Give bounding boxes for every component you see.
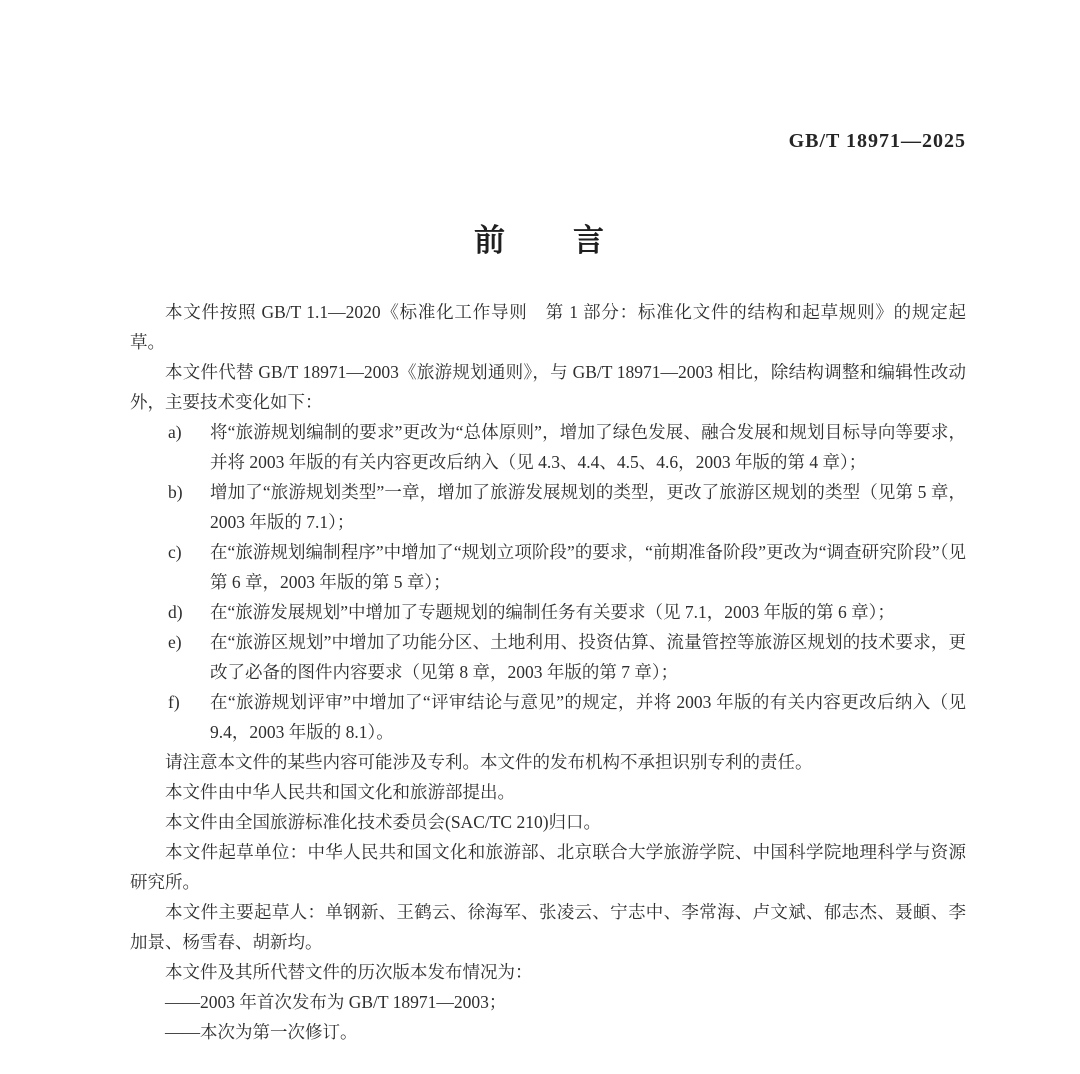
foreword-title: 前 言	[474, 223, 606, 258]
change-item-e	[168, 627, 966, 687]
intro-paragraph: 本文件按照 GB/T 1.1—2020《标准化工作导则 第 1 部分：标准化文件的结构和起草规则》的规定起草。	[130, 302, 966, 352]
standard-number: GB/T 18971—2025	[788, 130, 966, 152]
drafters-list: 本文件主要起草人：单钢新、王鹤云、徐海军、张凌云、宁志中、李常海、卢文斌、郁志杰、聂頔、李加景、杨雪春、胡新均。	[130, 902, 966, 952]
change-item-label: f)	[168, 692, 180, 712]
change-item-text: 增加了“旅游规划类型”一章，增加了旅游发展规划的类型，更改了旅游区规划的类型（见第 5 章，2003 年版的 7.1）；	[210, 482, 966, 532]
change-item-c	[168, 537, 966, 597]
change-item-text: 在“旅游区规划”中增加了功能分区、土地利用、投资估算、流量管控等旅游区规划的技术要求，更改了必备的图件内容要求（见第 8 章，2003 年版的第 7 章）；	[210, 632, 966, 682]
proposer-statement: 本文件由中华人民共和国文化和旅游部提出。	[165, 782, 515, 802]
change-item-text: 在“旅游规划评审”中增加了“评审结论与意见”的规定，并将 2003 年版的有关内容更改后纳入（见 9.4，2003 年版的 8.1）。	[210, 692, 966, 742]
change-item-label: b)	[168, 482, 183, 502]
patent-notice: 请注意本文件的某些内容可能涉及专利。本文件的发布机构不承担识别专利的责任。	[165, 752, 813, 772]
change-item-d	[168, 597, 966, 627]
change-item-label: d)	[168, 602, 183, 622]
change-item-label: a)	[168, 422, 182, 442]
change-item-f	[168, 687, 966, 747]
change-item-text: 在“旅游规划编制程序”中增加了“规划立项阶段”的要求，“前期准备阶段”更改为“调查研究阶段”（见第 6 章，2003 年版的第 5 章）；	[210, 542, 966, 592]
version-history-entry: ——2003 年首次发布为 GB/T 18971—2003；	[165, 992, 507, 1012]
change-item-label: c)	[168, 542, 182, 562]
committee-statement: 本文件由全国旅游标准化技术委员会(SAC/TC 210)归口。	[165, 812, 602, 832]
change-item-text: 在“旅游发展规划”中增加了专题规划的编制任务有关要求（见 7.1，2003 年版的第 6 章）；	[210, 602, 895, 622]
version-history-entry: ——本次为第一次修订。	[165, 1022, 358, 1042]
intro-paragraph: 本文件代替 GB/T 18971—2003《旅游规划通则》，与 GB/T 18971—2003 相比，除结构调整和编辑性改动外，主要技术变化如下：	[130, 362, 966, 412]
change-item-label: e)	[168, 632, 182, 652]
change-item-text: 将“旅游规划编制的要求”更改为“总体原则”，增加了绿色发展、融合发展和规划目标导向等要求，并将 2003 年版的有关内容更改后纳入（见 4.3、4.4、4.5、4.6，2003 年版的第 4 章）；	[210, 422, 966, 472]
change-item-a	[168, 417, 966, 477]
drafting-organizations: 本文件起草单位：中华人民共和国文化和旅游部、北京联合大学旅游学院、中国科学院地理科学与资源研究所。	[130, 842, 966, 892]
version-history-lead: 本文件及其所代替文件的历次版本发布情况为：	[165, 962, 533, 982]
change-item-b	[168, 477, 966, 537]
foreword-content	[130, 297, 966, 1047]
